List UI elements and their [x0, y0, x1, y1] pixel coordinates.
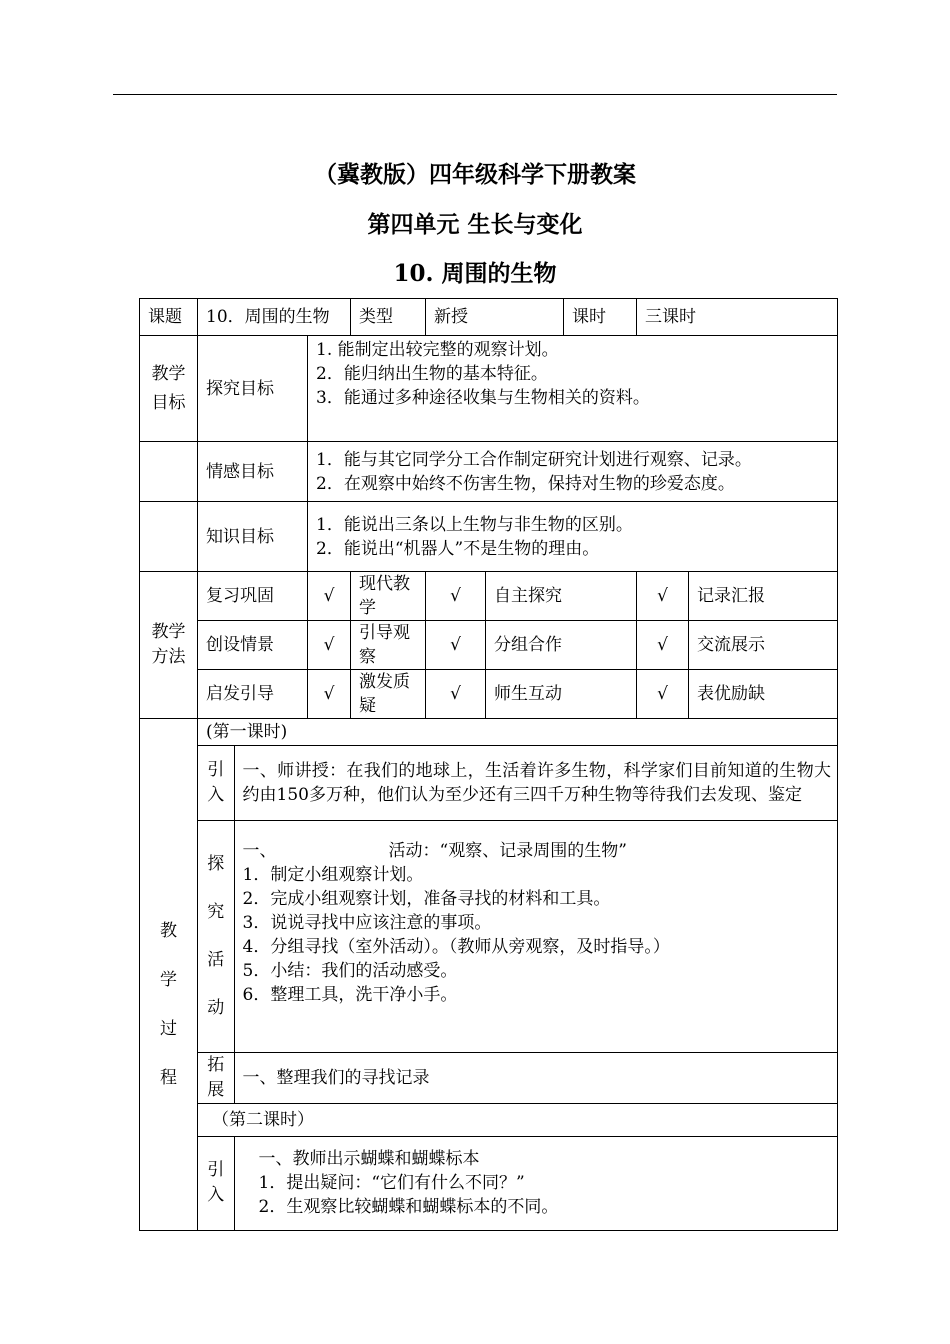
goal-explore-row: [140, 336, 838, 442]
method-name: 自主探究: [486, 572, 637, 621]
intro2-line: 1．提出疑问：“它们有什么不同？”: [258, 1173, 525, 1194]
knowledge-goal-list: [308, 502, 838, 572]
explore-label: 探究活动: [198, 820, 234, 1052]
emotion-goal-item: 1．能与其它同学分工合作制定研究计划进行观察、记录。: [316, 449, 752, 470]
lesson1-row: [198, 719, 837, 745]
method-name: 记录汇报: [689, 572, 838, 621]
check-mark: √: [426, 670, 486, 719]
intro2-line: 2．生观察比较蝴蝶和蝴蝶标本的不同。: [258, 1197, 559, 1218]
method-row: [140, 572, 838, 621]
explore-content: [234, 820, 837, 1052]
goal-knowledge-row: [140, 502, 838, 572]
intro-row: [198, 745, 837, 820]
lesson2-heading: （第二课时）: [198, 1103, 837, 1136]
method-name: 引导观察: [351, 621, 426, 670]
empty-cell: [140, 442, 198, 502]
intro-text: 一、师讲授：在我们的地球上，生活着许多生物，科学家们目前知道的生物大约由150多万种，他们认为至少还有三四千万种生物等待我们去发现、鉴定: [234, 745, 837, 820]
method-name: 激发质疑: [351, 670, 426, 719]
explore-goal-label: 探究目标: [198, 336, 308, 442]
empty-cell: [140, 502, 198, 572]
knowledge-goal-item: 2．能说出“机器人”不是生物的理由。: [316, 538, 600, 559]
check-mark: √: [637, 572, 689, 621]
method-name: 师生互动: [486, 670, 637, 719]
knowledge-goal-item: 1．能说出三条以上生物与非生物的区别。: [316, 514, 633, 535]
method-name: 启发引导: [198, 670, 308, 719]
explore-step: 5．小结：我们的活动感受。: [242, 961, 458, 981]
unit-title: 第四单元 生长与变化: [367, 211, 583, 238]
info-row: [140, 299, 838, 336]
check-mark: √: [308, 670, 351, 719]
lesson1-heading: (第一课时): [198, 719, 837, 745]
check-mark: √: [637, 621, 689, 670]
header-rule: [113, 94, 837, 95]
type-label: 类型: [351, 299, 426, 336]
emotion-goal-label: 情感目标: [198, 442, 308, 502]
intro2-row: [198, 1136, 837, 1230]
process-content: [198, 719, 838, 1231]
explore-heading-num: 一、: [242, 841, 277, 861]
method-name: 表优励缺: [689, 670, 838, 719]
method-name: 交流展示: [689, 621, 838, 670]
method-row: [140, 621, 838, 670]
intro2-line: 一、教师出示蝴蝶和蝴蝶标本: [258, 1149, 480, 1170]
emotion-goal-list: [308, 442, 838, 502]
explore-row: [198, 820, 837, 1052]
topic-value: 10．周围的生物: [198, 299, 351, 336]
goals-label: 教学目标: [140, 336, 198, 442]
intro2-label: 引入: [198, 1136, 234, 1230]
extend-label: 拓展: [198, 1052, 234, 1103]
method-name: 现代教学: [351, 572, 426, 621]
extend-row: [198, 1052, 837, 1103]
lesson-title: 10. 周围的生物: [393, 260, 557, 287]
extend-text: 一、整理我们的寻找记录: [234, 1052, 837, 1103]
explore-goal-item: 3．能通过多种途径收集与生物相关的资料。: [316, 388, 650, 408]
method-name: 创设情景: [198, 621, 308, 670]
process-label: 教学过程: [140, 719, 198, 1231]
process-inner-table: [198, 719, 837, 1230]
check-mark: √: [426, 621, 486, 670]
type-value: 新授: [426, 299, 564, 336]
explore-step: 4．分组寻找（室外活动）。（教师从旁观察，及时指导。）: [242, 937, 670, 957]
explore-goal-item: 2．能归纳出生物的基本特征。: [316, 364, 548, 384]
explore-step: 3．说说寻找中应该注意的事项。: [242, 913, 492, 933]
explore-step: 1．制定小组观察计划。: [242, 865, 424, 885]
explore-heading-text: 活动：“观察、记录周围的生物”: [388, 841, 627, 861]
check-mark: √: [308, 572, 351, 621]
explore-heading: [243, 839, 838, 863]
hours-label: 课时: [564, 299, 637, 336]
explore-goal-list: [308, 336, 838, 442]
knowledge-goal-label: 知识目标: [198, 502, 308, 572]
explore-step: 6．整理工具，洗干净小手。: [242, 985, 458, 1005]
method-name: 复习巩固: [198, 572, 308, 621]
method-row: [140, 670, 838, 719]
emotion-goal-item: 2．在观察中始终不伤害生物，保持对生物的珍爱态度。: [316, 473, 735, 494]
explore-goal-item: 1. 能制定出较完整的观察计划。: [316, 340, 559, 360]
explore-step: 2．完成小组观察计划，准备寻找的材料和工具。: [242, 889, 611, 909]
topic-label: 课题: [140, 299, 198, 336]
check-mark: √: [426, 572, 486, 621]
methods-label: 教学方法: [140, 572, 198, 719]
lesson2-row: [198, 1103, 837, 1136]
hours-value: 三课时: [637, 299, 838, 336]
check-mark: √: [637, 670, 689, 719]
goal-emotion-row: [140, 442, 838, 502]
method-name: 分组合作: [486, 621, 637, 670]
lesson-plan-table: [139, 298, 838, 1231]
doc-title: （冀教版）四年级科学下册教案: [314, 161, 636, 188]
process-row: [140, 719, 838, 1231]
check-mark: √: [308, 621, 351, 670]
intro-label: 引入: [198, 745, 234, 820]
intro2-content: [234, 1136, 837, 1230]
